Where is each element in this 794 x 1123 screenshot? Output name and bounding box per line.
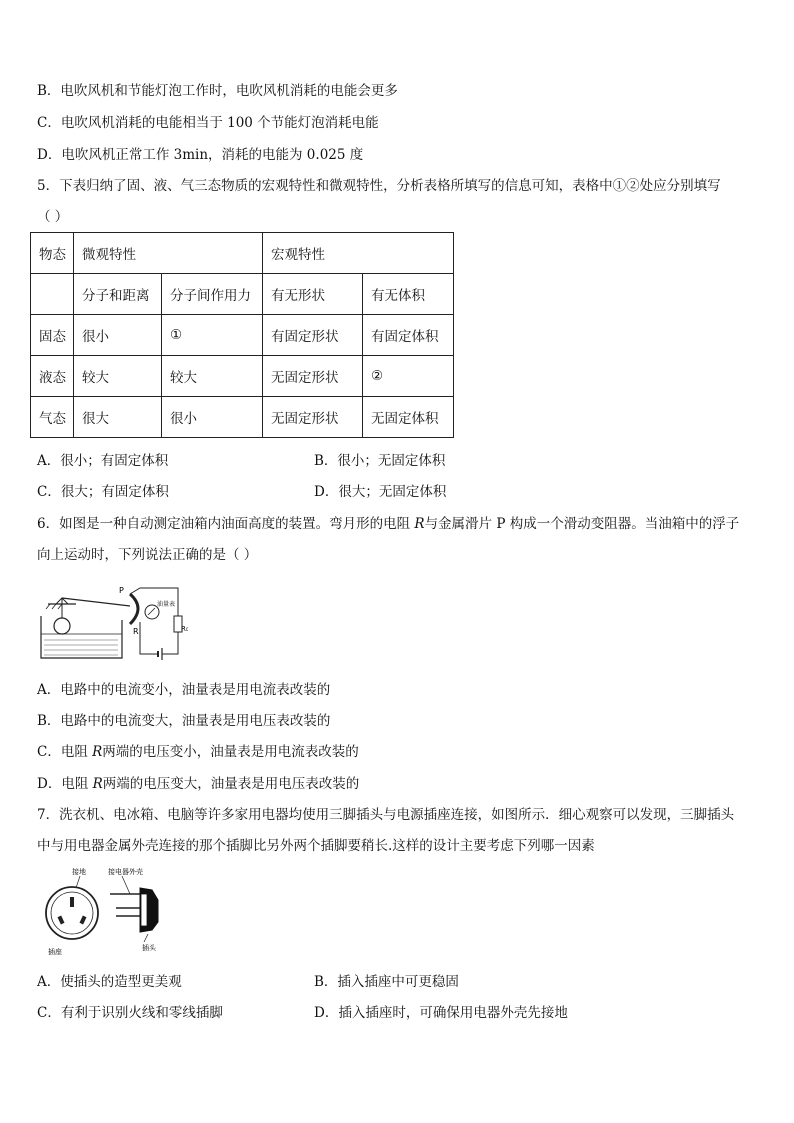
table-cell: 很小 [74,315,162,356]
q5-option-c: C．很大；有固定体积 [37,484,169,500]
table-cell: 分子间作用力 [162,274,263,315]
table-row [31,233,454,274]
table-cell: 固态 [31,315,74,356]
table-cell: ① [162,315,263,356]
table-cell: 有无形状 [263,274,363,315]
socket-label: 插座 [48,948,62,956]
resistor-r0-label: R₀ [181,625,188,633]
q4-option-c: C．电吹风机消耗的电能相当于 100 个节能灯泡消耗电能 [37,115,379,131]
table-cell: ② [363,356,454,397]
q6-stem-line1: 6．如图是一种自动测定油箱内油面高度的装置。弯月形的电阻 R与金属滑片 P 构成一个滑动变阻器。当油箱中的浮子 [37,516,740,532]
q5-option-a: A．很小；有固定体积 [37,453,169,469]
table-cell: 很小 [162,397,263,438]
slider-p-label: P [119,586,124,595]
shell-label: 接电器外壳 [108,868,143,876]
q7-option-d: D．插入插座时，可确保用电器外壳先接地 [314,1005,568,1021]
table-row [31,274,454,315]
table-cell: 有固定形状 [263,315,363,356]
q6-stem-line2: 向上运动时，下列说法正确的是（ ） [37,547,258,563]
table-row [31,315,454,356]
q7-stem-line1: 7．洗衣机、电冰箱、电脑等许多家用电器均使用三脚插头与电源插座连接，如图所示．细心观察可以发现，三脚插头 [37,807,735,823]
oil-gauge-diagram [38,582,188,664]
q6-option-b: B．电路中的电流变大，油量表是用电压表改装的 [37,713,331,729]
q5-table [30,232,454,438]
plug-label: 插头 [142,944,156,952]
meter-label: 油量表 [157,601,176,608]
q6-option-d: D．电阻 R两端的电压变大，油量表是用电压表改装的 [37,776,360,792]
q7-option-b: B．插入插座中可更稳固 [314,974,459,990]
three-pin-plug-diagram [40,864,175,959]
q5-stem: 5．下表归纳了固、液、气三态物质的宏观特性和微观特性，分析表格所填写的信息可知，表格中①②处应分别填写 [37,178,721,194]
q7-option-a: A．使插头的造型更美观 [37,974,182,990]
q4-option-d: D．电吹风机正常工作 3min，消耗的电能为 0.025 度 [37,147,364,163]
table-cell: 较大 [74,356,162,397]
q7-option-c: C．有利于识别火线和零线插脚 [37,1005,223,1021]
ground-label: 接地 [72,868,86,876]
resistor-r-label: R [133,627,139,636]
q7-stem-line2: 中与用电器金属外壳连接的那个插脚比另外两个插脚要稍长.这样的设计主要考虑下列哪一因素 [37,838,595,854]
table-cell: 无固定体积 [363,397,454,438]
table-cell: 较大 [162,356,263,397]
table-cell: 有无体积 [363,274,454,315]
table-cell: 很大 [74,397,162,438]
table-cell: 微观特性 [74,233,263,274]
table-cell [31,274,74,315]
table-cell: 宏观特性 [263,233,454,274]
q6-option-c: C．电阻 R两端的电压变小，油量表是用电流表改装的 [37,744,359,760]
three-pin-plug-figure [40,864,175,959]
table-row [31,356,454,397]
table-cell: 分子和距离 [74,274,162,315]
table-row [31,397,454,438]
oil-gauge-figure [38,582,188,664]
table-cell: 物态 [31,233,74,274]
table-cell: 液态 [31,356,74,397]
table-cell: 有固定体积 [363,315,454,356]
q5-option-d: D．很大；无固定体积 [314,484,447,500]
table-cell: 无固定形状 [263,397,363,438]
table-cell: 无固定形状 [263,356,363,397]
q5-option-b: B．很小；无固定体积 [314,453,446,469]
q6-option-a: A．电路中的电流变小，油量表是用电流表改装的 [37,682,331,698]
q5-answer-paren: （ ） [37,209,69,225]
q4-option-b: B．电吹风机和节能灯泡工作时，电吹风机消耗的电能会更多 [37,83,398,99]
table-cell: 气态 [31,397,74,438]
